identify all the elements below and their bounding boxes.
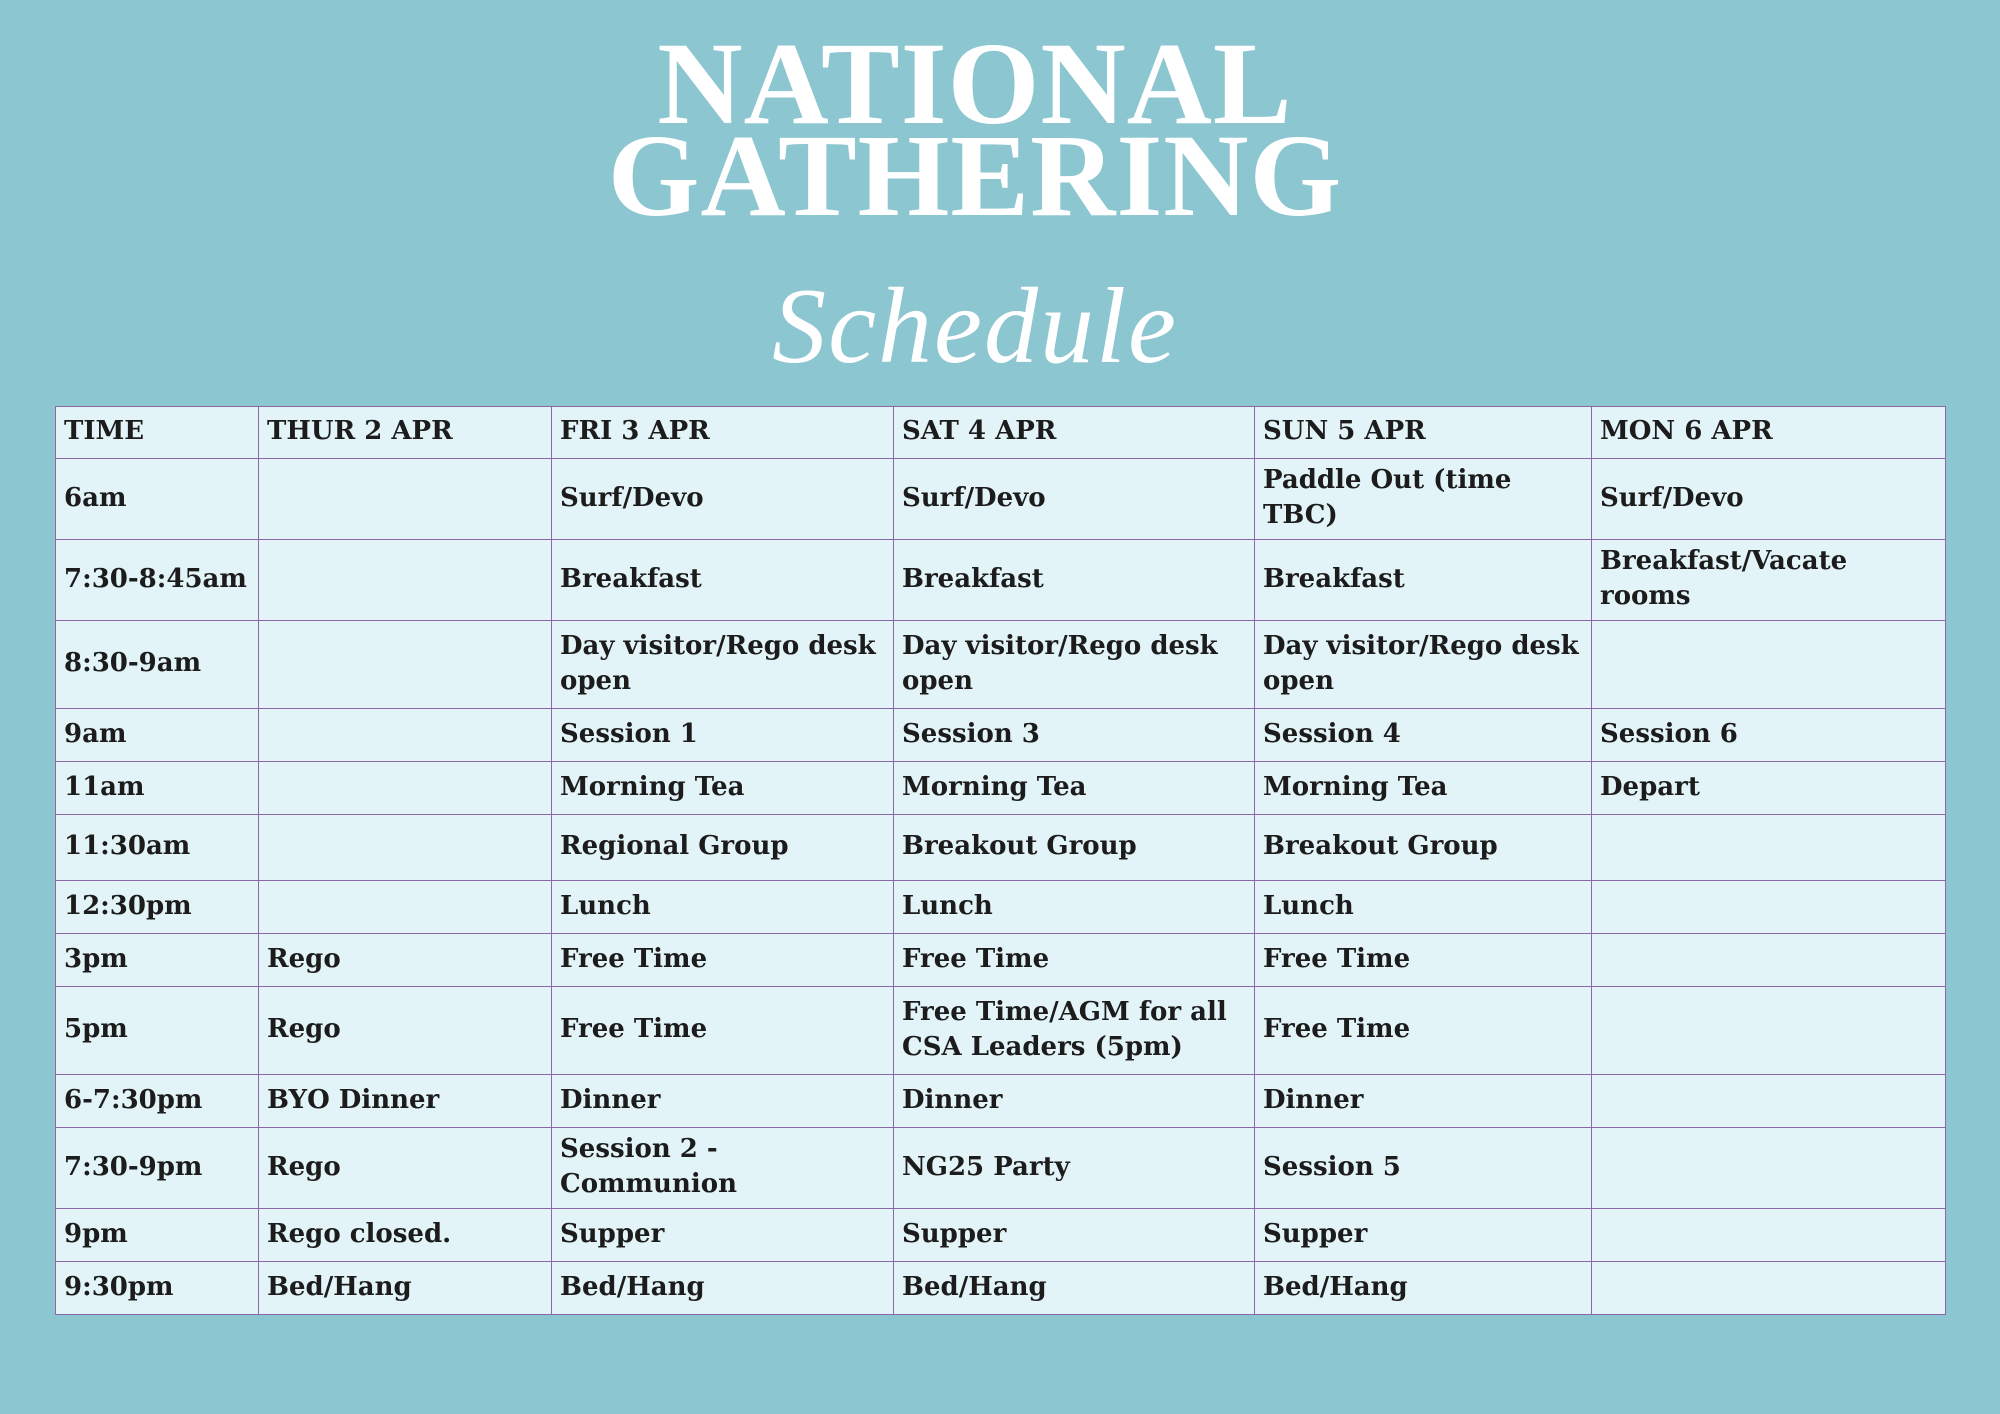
table-cell: Morning Tea	[1255, 762, 1592, 815]
table-cell: Free Time	[552, 934, 894, 987]
time-cell: 7:30-8:45am	[56, 540, 259, 621]
header-cell: MON 6 APR	[1592, 407, 1946, 459]
time-cell: 8:30-9am	[56, 621, 259, 709]
time-cell: 11am	[56, 762, 259, 815]
table-cell: Free Time	[1255, 934, 1592, 987]
table-cell: Depart	[1592, 762, 1946, 815]
table-cell: Supper	[894, 1209, 1255, 1262]
time-cell: 12:30pm	[56, 881, 259, 934]
table-cell: Free Time	[1255, 987, 1592, 1075]
table-row	[56, 621, 1946, 709]
table-row	[56, 881, 1946, 934]
time-cell: 11:30am	[56, 815, 259, 881]
time-cell: 7:30-9pm	[56, 1128, 259, 1209]
table-cell: Bed/Hang	[552, 1262, 894, 1315]
table-cell: Morning Tea	[894, 762, 1255, 815]
table-cell: Breakout Group	[1255, 815, 1592, 881]
table-cell: Bed/Hang	[1255, 1262, 1592, 1315]
table-cell: Surf/Devo	[552, 459, 894, 540]
table-cell	[259, 459, 552, 540]
table-row	[56, 709, 1946, 762]
table-cell: Free Time	[894, 934, 1255, 987]
table-row	[56, 815, 1946, 881]
table-cell: Session 1	[552, 709, 894, 762]
time-cell: 6am	[56, 459, 259, 540]
table-cell	[1592, 934, 1946, 987]
table-cell: Dinner	[552, 1075, 894, 1128]
table-cell: Breakout Group	[894, 815, 1255, 881]
table-row	[56, 1209, 1946, 1262]
table-cell: Rego	[259, 987, 552, 1075]
table-cell: Day visitor/Rego desk open	[894, 621, 1255, 709]
header-cell: TIME	[56, 407, 259, 459]
schedule-table	[55, 406, 1946, 1315]
table-cell: Bed/Hang	[894, 1262, 1255, 1315]
table-cell: Breakfast/Vacate rooms	[1592, 540, 1946, 621]
table-cell: NG25 Party	[894, 1128, 1255, 1209]
table-cell: Session 5	[1255, 1128, 1592, 1209]
table-row	[56, 1262, 1946, 1315]
table-cell: Session 4	[1255, 709, 1592, 762]
table-cell: Rego closed.	[259, 1209, 552, 1262]
table-cell: Free Time/AGM for all CSA Leaders (5pm)	[894, 987, 1255, 1075]
table-cell: Breakfast	[894, 540, 1255, 621]
table-cell: Day visitor/Rego desk open	[552, 621, 894, 709]
table-cell: Lunch	[894, 881, 1255, 934]
header-cell: SAT 4 APR	[894, 407, 1255, 459]
table-cell	[1592, 987, 1946, 1075]
table-cell: Surf/Devo	[894, 459, 1255, 540]
table-cell	[1592, 1209, 1946, 1262]
title-national: NATIONAL	[657, 18, 1293, 149]
table-cell	[259, 621, 552, 709]
table-cell: Supper	[1255, 1209, 1592, 1262]
title-block	[0, 0, 1950, 386]
header-row	[56, 407, 1946, 459]
table-cell: Session 2 - Communion	[552, 1128, 894, 1209]
time-cell: 3pm	[56, 934, 259, 987]
table-row	[56, 540, 1946, 621]
table-cell: Paddle Out (time TBC)	[1255, 459, 1592, 540]
table-row	[56, 1075, 1946, 1128]
table-cell: BYO Dinner	[259, 1075, 552, 1128]
subtitle-schedule: Schedule	[772, 267, 1178, 386]
table-cell	[1592, 1075, 1946, 1128]
table-cell	[259, 815, 552, 881]
table-cell: Day visitor/Rego desk open	[1255, 621, 1592, 709]
table-cell: Supper	[552, 1209, 894, 1262]
table-cell: Dinner	[1255, 1075, 1592, 1128]
table-row	[56, 762, 1946, 815]
table-cell: Rego	[259, 934, 552, 987]
table-row	[56, 987, 1946, 1075]
table-cell: Morning Tea	[552, 762, 894, 815]
table-cell: Rego	[259, 1128, 552, 1209]
table-cell	[1592, 621, 1946, 709]
time-cell: 9pm	[56, 1209, 259, 1262]
table-cell: Lunch	[552, 881, 894, 934]
table-cell	[1592, 815, 1946, 881]
table-cell	[259, 762, 552, 815]
time-cell: 5pm	[56, 987, 259, 1075]
table-cell: Breakfast	[1255, 540, 1592, 621]
table-row	[56, 1128, 1946, 1209]
header-cell: SUN 5 APR	[1255, 407, 1592, 459]
time-cell: 6-7:30pm	[56, 1075, 259, 1128]
table-cell: Session 3	[894, 709, 1255, 762]
table-cell	[1592, 1128, 1946, 1209]
table-cell: Free Time	[552, 987, 894, 1075]
time-cell: 9am	[56, 709, 259, 762]
table-cell: Regional Group	[552, 815, 894, 881]
table-cell: Dinner	[894, 1075, 1255, 1128]
table-row	[56, 459, 1946, 540]
time-cell: 9:30pm	[56, 1262, 259, 1315]
table-cell: Surf/Devo	[1592, 459, 1946, 540]
table-row	[56, 934, 1946, 987]
table-cell: Breakfast	[552, 540, 894, 621]
header-cell: FRI 3 APR	[552, 407, 894, 459]
table-cell: Lunch	[1255, 881, 1592, 934]
table-cell	[1592, 1262, 1946, 1315]
table-cell: Session 6	[1592, 709, 1946, 762]
header-cell: THUR 2 APR	[259, 407, 552, 459]
table-cell	[259, 881, 552, 934]
table-cell	[1592, 881, 1946, 934]
table-cell	[259, 709, 552, 762]
table-cell: Bed/Hang	[259, 1262, 552, 1315]
table-cell	[259, 540, 552, 621]
title-gathering: GATHERING	[607, 110, 1343, 241]
